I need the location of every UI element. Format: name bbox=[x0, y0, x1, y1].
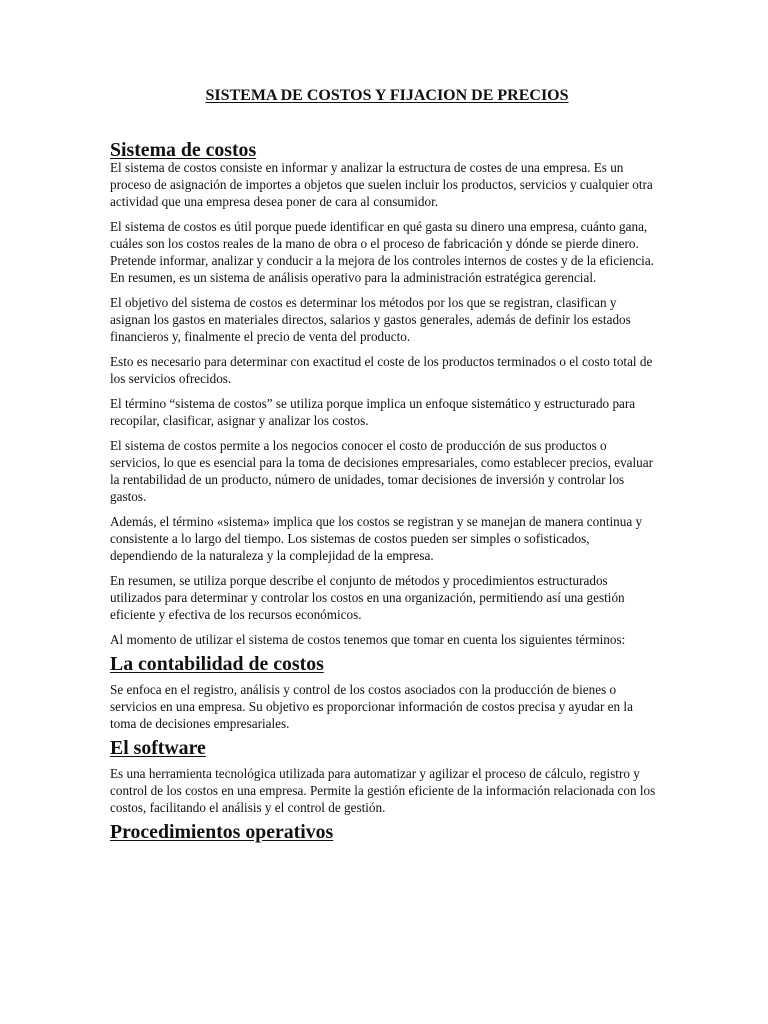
paragraph-definition: El sistema de costos consiste en informar y analizar la estructura de costes de una empresa. Es un proceso de asignación de importes a objetos que suelen incluir los productos, servicios y cualquier otra actividad que una empresa desea poner de cara al consumidor. bbox=[110, 160, 653, 209]
paragraph-necessity: Esto es necesario para determinar con exactitud el coste de los productos terminados o el costo total de los servicios ofrecidos. bbox=[110, 354, 653, 386]
paragraph-business-benefits: El sistema de costos permite a los negocios conocer el costo de producción de sus productos o servicios, lo que es esencial para la toma de decisiones empresariales, como establecer precios, evaluar la rentabilidad de un producto, número de unidades, tomar decisiones de inversión y controlar los gastos. bbox=[110, 438, 654, 504]
section-heading-procedimientos-operativos: Procedimientos operativos bbox=[110, 821, 334, 843]
paragraph-term-usage: El término “sistema de costos” se utiliza porque implica un enfoque sistemático y estructurado para recopilar, clasificar, asignar y analizar los costos. bbox=[110, 396, 636, 428]
paragraph-summary: En resumen, se utiliza porque describe el conjunto de métodos y procedimientos estructurados utilizados para determinar y controlar los costos en una organización, permitiendo así una gestión eficiente y efectiva de los recursos económicos. bbox=[110, 573, 625, 622]
section-heading-software: El software bbox=[110, 737, 206, 759]
paragraph-terms-intro: Al momento de utilizar el sistema de costos tenemos que tomar en cuenta los siguientes términos: bbox=[110, 632, 626, 647]
paragraph-cost-accounting: Se enfoca en el registro, análisis y control de los costos asociados con la producción de bienes o servicios en una empresa. Su objetivo es proporcionar información de costos precisa y ayudar en la toma de decisiones empresariales. bbox=[110, 682, 633, 731]
paragraph-objective: El objetivo del sistema de costos es determinar los métodos por los que se registran, clasifican y asignan los gastos en materiales directos, salarios y gastos generales, además de definir los estados financieros y, finalmente el precio de venta del producto. bbox=[110, 295, 631, 344]
document-title: SISTEMA DE COSTOS Y FIJACION DE PRECIOS bbox=[205, 87, 569, 104]
paragraph-software: Es una herramienta tecnológica utilizada para automatizar y agilizar el proceso de cálculo, registro y control de los costos en una empresa. Permite la gestión eficiente de la información relacionada con los costos, facilitando el análisis y el control de gestión. bbox=[110, 766, 656, 815]
paragraph-usefulness: El sistema de costos es útil porque puede identificar en qué gasta su dinero una empresa, cuánto gana, cuáles son los costos reales de la mano de obra o el proceso de fabricación y dónde se pierde dinero. Pretende informar, analizar y conducir a la mejora de los controles internos de costes y de la eficiencia. En resumen, es un sistema de análisis operativo para la administración estratégica gerencial. bbox=[110, 219, 654, 285]
section-heading-contabilidad-de-costos: La contabilidad de costos bbox=[110, 653, 324, 675]
section-heading-sistema-de-costos: Sistema de costos bbox=[110, 139, 257, 161]
document-body bbox=[110, 86, 658, 849]
paragraph-system-meaning: Además, el término «sistema» implica que los costos se registran y se manejan de manera continua y consistente a lo largo del tiempo. Los sistemas de costos pueden ser simples o sofisticados, dependiendo de la naturaleza y la complejidad de la empresa. bbox=[110, 514, 643, 563]
